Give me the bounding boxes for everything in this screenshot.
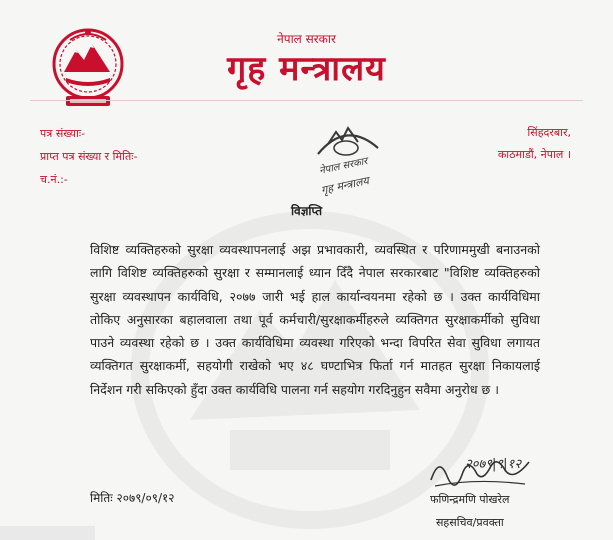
stamp-line-2: गृह मन्त्रालय [319,174,371,197]
dispatch-number-label: च.नं.:- [40,173,68,186]
letter-number-label: पत्र संख्याः- [40,127,86,140]
ministry-title: गृह मन्त्रालय [227,49,386,89]
signature-date-script: २०७९|९|१२ [465,457,522,472]
ministry-stamp [298,118,394,204]
corner-shade [0,526,95,540]
reference-block [40,122,137,191]
signatory-title: सहसचिव/प्रवक्ता [436,516,504,529]
government-label: नेपाल सरकार [277,32,336,46]
received-letter-label: प्राप्त पत्र संख्या र मितिः- [40,150,138,163]
notice-body: विशिष्ट व्यक्तिहरुको सुरक्षा व्यवस्थापनलाई अझ प्रभावकारी, व्यवस्थित र परिणाममुखी बनाउनको लागि विशिष्ट व्यक्तिहरुको सुरक्षा र सम्मानलाई ध्यान दिँदै नेपाल सरकारबाट "विशिष्ट व्यक्तिहरुको सुरक्षा व्यवस्थापन कार्यविधि, २०७७ जारी भई हाल कार्यान्वयनमा रहेको छ । उक्त कार्यविधिमा तोकिए अनुसारका बहालवाला तथा पूर्व कर्मचारी/सुरक्षाकर्मीहरुले व्यक्तिगत सुरक्षाकर्मीको सुविधा पाउने व्यवस्था रहेको छ । उक्त कार्यविधिमा व्यवस्था गरिएको भन्दा विपरित सेवा सुविधा लगायत व्यक्तिगत सुरक्षाकर्मी, सहयोगी राखेको भए ४८ घण्टाभित्र फिर्ता गर्न मातहत सुरक्षा निकायलाई निर्देशन गरी सकिएको हुँदा उक्त कार्यविधि पालना गर्न सहयोग गरदिनुहुन सवैमा अनुरोध छ । [90,242,540,397]
handwritten-signature [425,448,535,494]
header-divider [30,100,583,101]
issue-date: मितिः २०७९/०९/१२ [90,491,175,505]
address-place: सिंहदरबार, [527,126,571,139]
address-block [498,122,571,166]
notice-title: विज्ञप्ति [290,204,323,218]
stamp-line-1: नेपाल सरकार [318,155,369,177]
signatory-name: फणिन्द्रमणि पोखरेल [430,493,510,506]
address-city: काठमाडौं, नेपाल । [497,148,571,161]
